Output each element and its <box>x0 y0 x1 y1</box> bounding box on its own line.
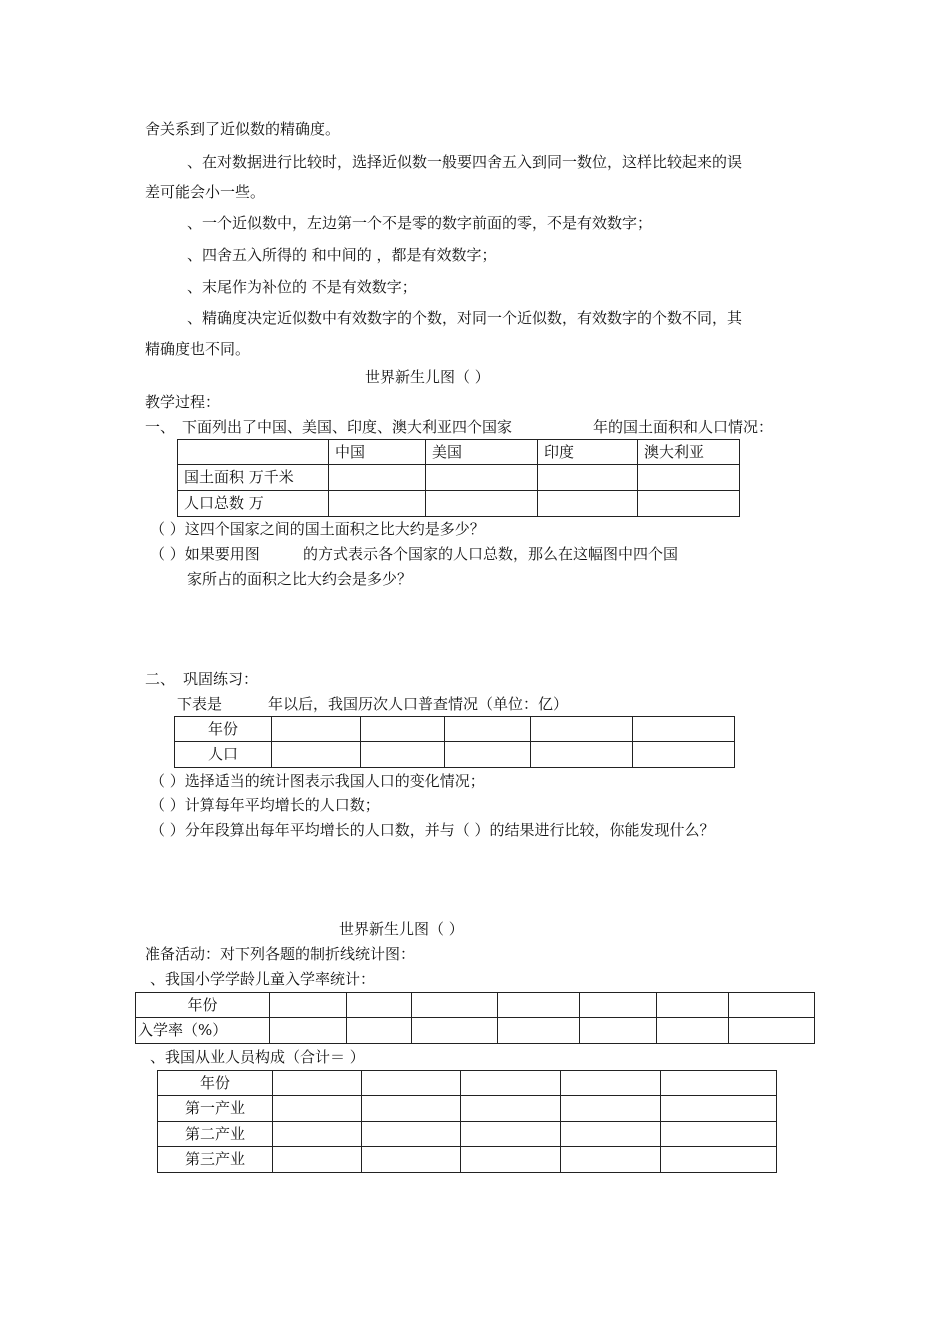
census-table <box>174 716 735 768</box>
enrollment-table-cell <box>412 993 498 1018</box>
employment-table-cell <box>273 1071 362 1096</box>
country-table-header-cell: 印度 <box>538 440 638 465</box>
census-table-cell <box>633 742 735 768</box>
country-table-cell <box>426 491 538 517</box>
enrollment-table-cell <box>412 1018 498 1044</box>
employment-table <box>157 1070 777 1173</box>
employment-table-cell <box>461 1147 561 1173</box>
question-2-part-a: （ ）如果要用图 <box>150 545 260 563</box>
enrollment-table-cell <box>729 993 815 1018</box>
employment-table-cell <box>661 1122 777 1147</box>
country-table-header-cell: 澳大利亚 <box>638 440 740 465</box>
section-1-title: 世界新生儿图（ ） <box>365 368 490 386</box>
census-table-cell <box>361 742 445 768</box>
employment-table-cell <box>362 1122 461 1147</box>
employment-table-cell <box>661 1096 777 1122</box>
teaching-process-label: 教学过程： <box>145 393 221 411</box>
census-caption-b: 年以后，我国历次人口普查情况（单位：亿） <box>268 695 569 713</box>
enrollment-table-row-label: 入学率（%） <box>136 1018 270 1044</box>
country-table-cell <box>538 491 638 517</box>
employment-table-row-label: 第二产业 <box>158 1122 273 1147</box>
employment-table-cell <box>561 1122 661 1147</box>
enrollment-table-cell <box>347 1018 412 1044</box>
employment-table-cell <box>461 1096 561 1122</box>
census-caption-a: 下表是 <box>177 695 223 713</box>
census-table-cell <box>445 717 531 742</box>
census-table-cell <box>361 717 445 742</box>
country-table-header-cell: 美国 <box>426 440 538 465</box>
employment-table-cell <box>273 1147 362 1173</box>
item-one-text-a: 下面列出了中国、美国、印度、澳大利亚四个国家 <box>182 418 513 436</box>
enrollment-table-cell <box>498 993 580 1018</box>
employment-table-cell <box>561 1147 661 1173</box>
enrollment-table-cell <box>657 993 729 1018</box>
question-2-part-b: 的方式表示各个国家的人口总数，那么在这幅图中四个国 <box>303 545 679 563</box>
census-table-row-label: 年份 <box>175 717 272 742</box>
employment-caption: 、我国从业人员构成（合计＝ ） <box>150 1048 365 1066</box>
section-2-title: 世界新生儿图（ ） <box>339 920 464 938</box>
country-table-cell <box>426 465 538 491</box>
paragraph-2-line-1: 、在对数据进行比较时，选择近似数一般要四舍五入到同一数位，这样比较起来的误 <box>187 153 743 171</box>
question-2-part-c: 家所占的面积之比大约会是多少？ <box>187 570 413 588</box>
paragraph-3: 、一个近似数中，左边第一个不是零的数字前面的零，不是有效数字； <box>187 214 653 232</box>
employment-table-row-label: 年份 <box>158 1071 273 1096</box>
paragraph-6-line-2: 精确度也不同。 <box>145 340 251 358</box>
employment-table-cell <box>661 1147 777 1173</box>
census-table-cell <box>445 742 531 768</box>
question-3: （ ）选择适当的统计图表示我国人口的变化情况； <box>150 772 485 790</box>
census-table-cell <box>531 742 633 768</box>
paragraph-2-line-2: 差可能会小一些。 <box>145 183 266 201</box>
employment-table-cell <box>362 1096 461 1122</box>
enrollment-table-cell <box>657 1018 729 1044</box>
item-two-label: 巩固练习： <box>183 670 259 688</box>
paragraph-6-line-1: 、精确度决定近似数中有效数字的个数，对同一个近似数，有效数字的个数不同，其 <box>187 309 743 327</box>
census-table-cell <box>633 717 735 742</box>
country-table-cell <box>329 465 426 491</box>
item-one-text-b: 年的国土面积和人口情况： <box>593 418 774 436</box>
employment-table-row-label: 第三产业 <box>158 1147 273 1173</box>
enrollment-table-cell <box>580 1018 657 1044</box>
country-table-cell <box>638 491 740 517</box>
employment-table-cell <box>561 1071 661 1096</box>
enrollment-table <box>135 992 815 1044</box>
enrollment-table-cell <box>270 1018 347 1044</box>
employment-table-cell <box>461 1071 561 1096</box>
country-table-cell <box>538 465 638 491</box>
item-one-number: 一、 <box>145 418 176 436</box>
employment-table-row-label: 第一产业 <box>158 1096 273 1122</box>
employment-table-cell <box>362 1071 461 1096</box>
country-table <box>177 439 740 517</box>
enrollment-table-cell <box>729 1018 815 1044</box>
employment-table-cell <box>561 1096 661 1122</box>
paragraph-5: 、末尾作为补位的 不是有效数字； <box>187 278 417 296</box>
employment-table-cell <box>461 1122 561 1147</box>
enrollment-caption: 、我国小学学龄儿童入学率统计： <box>150 970 376 988</box>
question-4: （ ）计算每年平均增长的人口数； <box>150 796 380 814</box>
country-table-row-label: 国土面积 万千米 <box>178 465 329 491</box>
paragraph-4: 、四舍五入所得的 和中间的 ，都是有效数字； <box>187 246 497 264</box>
census-table-row-label: 人口 <box>175 742 272 768</box>
enrollment-table-cell <box>498 1018 580 1044</box>
census-table-cell <box>531 717 633 742</box>
paragraph-1: 舍关系到了近似数的精确度。 <box>145 120 341 138</box>
enrollment-table-cell <box>347 993 412 1018</box>
preparation-activity: 准备活动：对下列各题的制折线统计图： <box>145 945 416 963</box>
enrollment-table-row-label: 年份 <box>136 993 270 1018</box>
employment-table-cell <box>362 1147 461 1173</box>
country-table-cell <box>329 491 426 517</box>
enrollment-table-cell <box>580 993 657 1018</box>
employment-table-cell <box>273 1096 362 1122</box>
country-table-cell <box>638 465 740 491</box>
country-table-header-cell: 中国 <box>329 440 426 465</box>
item-two-number: 二、 <box>145 670 176 688</box>
question-1: （ ）这四个国家之间的国土面积之比大约是多少？ <box>150 520 485 538</box>
country-table-header-cell <box>178 440 329 465</box>
census-table-cell <box>272 717 361 742</box>
country-table-row-label: 人口总数 万 <box>178 491 329 517</box>
census-table-cell <box>272 742 361 768</box>
question-5: （ ）分年段算出每年平均增长的人口数，并与（ ）的结果进行比较，你能发现什么？ <box>150 821 715 839</box>
employment-table-cell <box>661 1071 777 1096</box>
employment-table-cell <box>273 1122 362 1147</box>
enrollment-table-cell <box>270 993 347 1018</box>
